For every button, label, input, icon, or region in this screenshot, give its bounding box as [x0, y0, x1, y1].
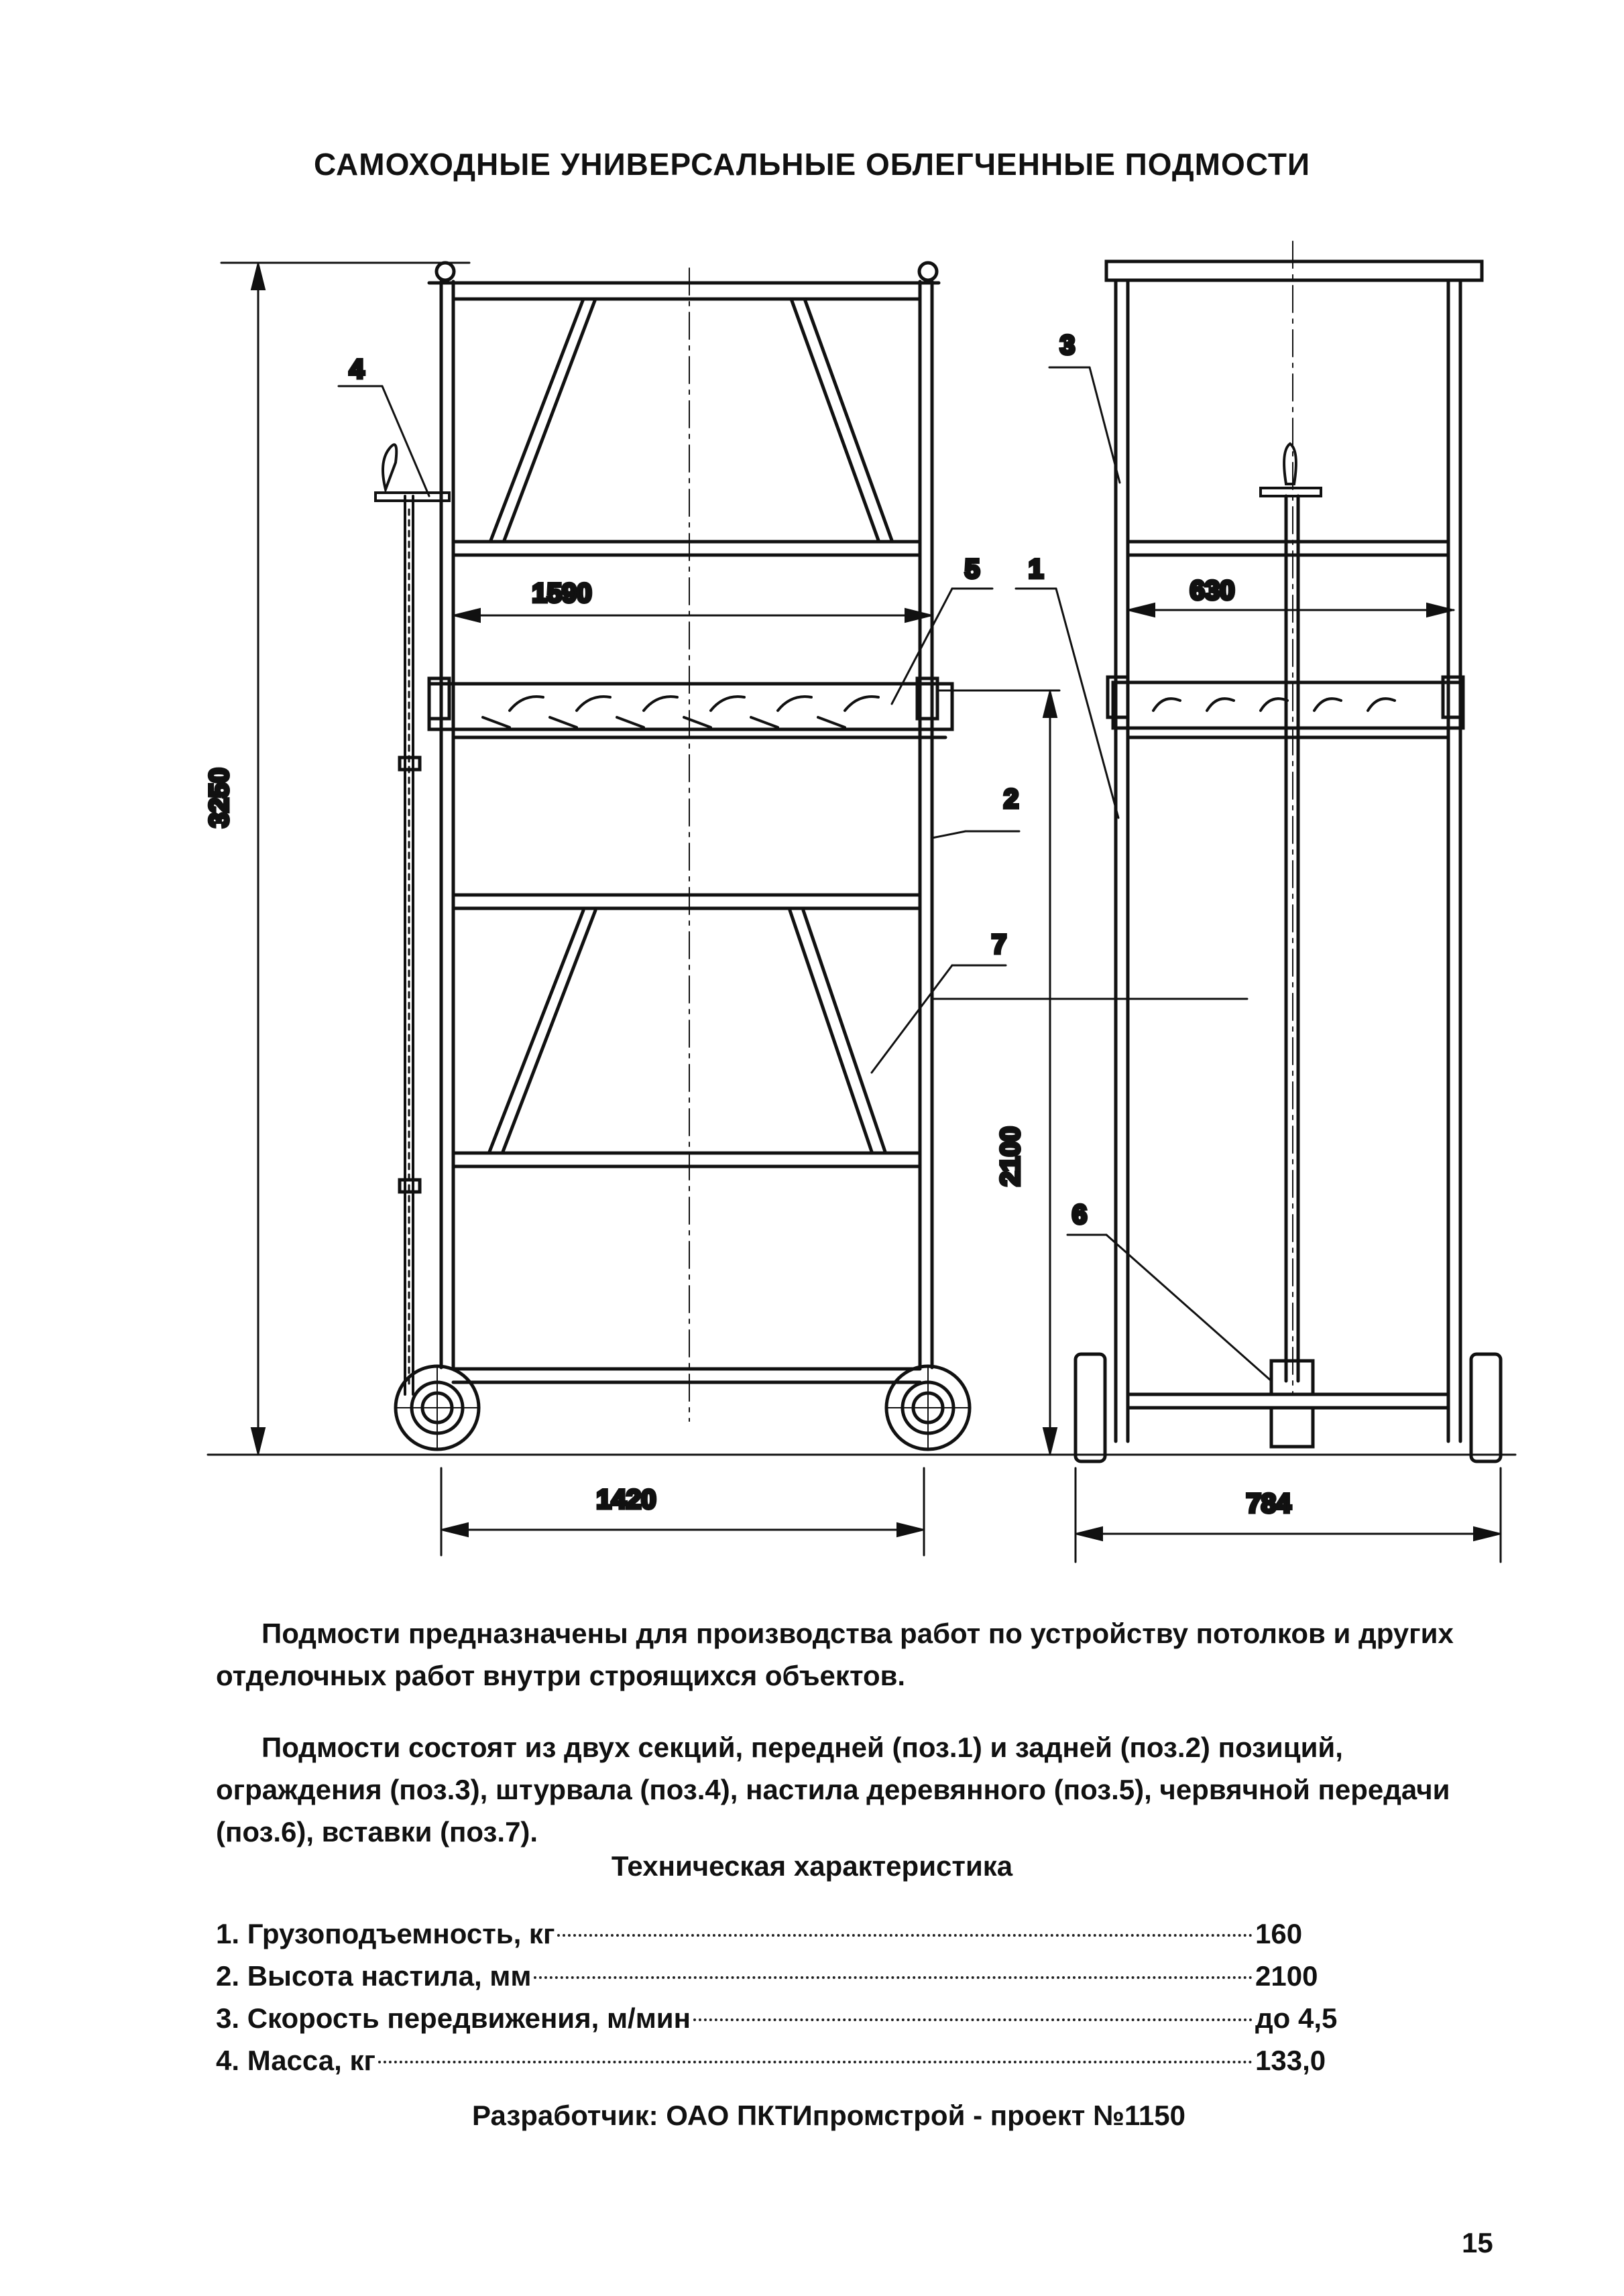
dot-leader: [378, 2061, 1253, 2063]
dot-leader: [557, 1934, 1253, 1937]
dimension-deck-height: [939, 690, 1059, 1455]
position-label-3: 3: [1059, 330, 1076, 360]
spec-value: 133,0: [1255, 2045, 1326, 2076]
page-number: 15: [1462, 2227, 1493, 2258]
spec-label: 1. Грузоподъемность, кг: [216, 1918, 555, 1949]
position-label-6: 6: [1071, 1200, 1088, 1229]
spec-list: [216, 1913, 1369, 2081]
front-view: [208, 263, 1059, 1455]
leader-lines: [339, 367, 1271, 1381]
dimension-width-base: [441, 1468, 924, 1555]
dimension-side-inner: [1128, 603, 1454, 617]
dim-630-label: 630: [1190, 576, 1235, 605]
developer-line: Разработчик: ОАО ПКТИпромстрой - проект №1150: [472, 2100, 1185, 2131]
position-label-1: 1: [1028, 554, 1044, 584]
position-label-7: 7: [991, 930, 1007, 959]
composition-paragraph: Подмости состоят из двух секций, передней (поз.1) и задней (поз.2) позиций, ограждения (поз.3), штурвала (поз.4), настила деревянного (поз.5), червячной передачи (поз.6), вставки (поз.7).: [216, 1732, 1450, 1848]
dot-leader: [534, 1976, 1253, 1979]
spec-row: [216, 1955, 1369, 1997]
spec-value: 2100: [1255, 1960, 1318, 1992]
dim-1590-label: 1590: [532, 579, 592, 608]
position-label-4: 4: [349, 355, 365, 384]
spec-value: 160: [1255, 1918, 1303, 1949]
dim-1420-label: 1420: [596, 1485, 656, 1514]
spec-row: [216, 1997, 1369, 2039]
spec-label: 2. Высота настила, мм: [216, 1960, 532, 1992]
position-label-2: 2: [1003, 784, 1019, 814]
tech-title: Техническая характеристика: [611, 1850, 1013, 1882]
dimension-height-total: [221, 263, 469, 1455]
page-title: САМОХОДНЫЕ УНИВЕРСАЛЬНЫЕ ОБЛЕГЧЕННЫЕ ПОДМОСТИ: [313, 147, 1311, 182]
dot-leader: [693, 2018, 1253, 2021]
spec-row: [216, 1913, 1369, 1955]
spec-row: [216, 2039, 1369, 2081]
spec-value: до 4,5: [1255, 2002, 1338, 2034]
spec-label: 3. Скорость передвижения, м/мин: [216, 2002, 691, 2034]
dim-784-label: 784: [1246, 1489, 1291, 1518]
position-label-5: 5: [964, 554, 980, 584]
spec-label: 4. Масса, кг: [216, 2045, 375, 2076]
dim-2100-label: 2100: [996, 1126, 1025, 1187]
purpose-paragraph: Подмости предназначены для производства работ по устройству потолков и других отделочных работ внутри строящихся объектов.: [216, 1618, 1454, 1691]
dim-3250-label: 3250: [205, 768, 234, 828]
dimension-width-inner: [453, 609, 932, 622]
side-view: [932, 241, 1515, 1461]
